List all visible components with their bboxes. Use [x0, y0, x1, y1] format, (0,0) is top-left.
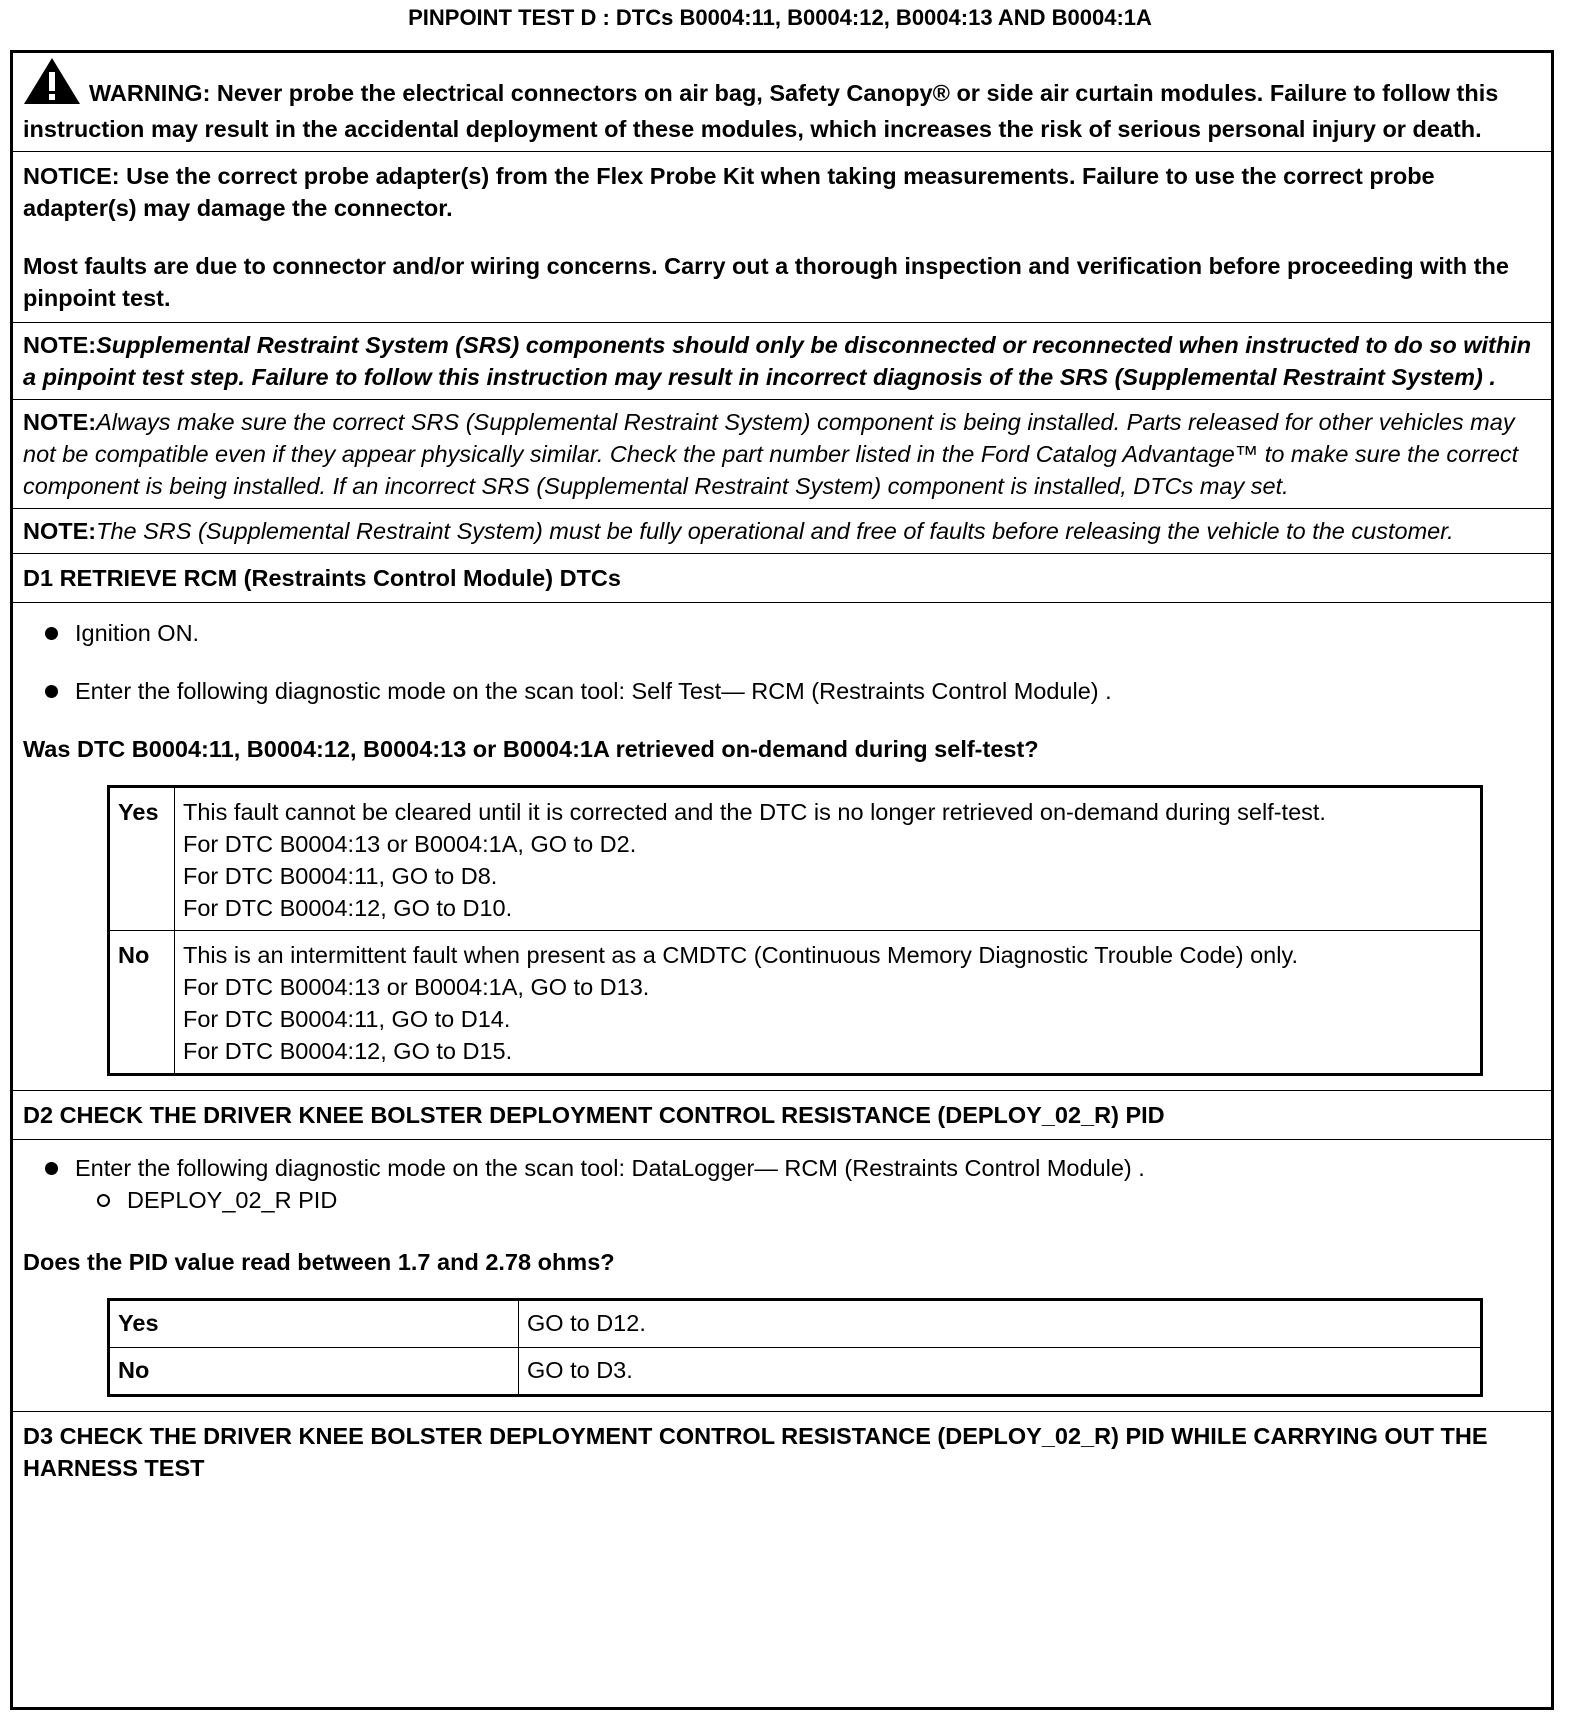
- no-result: GO to D3.: [519, 1348, 1482, 1396]
- list-item: Enter the following diagnostic mode on the scan tool: Self Test— RCM (Restraints Control Module) .: [23, 675, 1543, 707]
- note-label: NOTE:: [23, 409, 97, 435]
- sub-bullet-icon: [97, 1194, 110, 1207]
- step-d1-heading: D1 RETRIEVE RCM (Restraints Control Module) DTCs: [13, 553, 1551, 602]
- note-text: Always make sure the correct SRS (Supplemental Restraint System) component is being installed. Parts released for other vehicles may not be compatible even if they appear physically similar. Check the part number listed in the Ford Catalog Advantage™ to make sure the correct component is being installed. If an incorrect SRS (Supplemental Restraint System) component is installed, DTCs may set.: [23, 409, 1519, 499]
- table-row: [109, 787, 1482, 931]
- step-d1-question: Was DTC B0004:11, B0004:12, B0004:13 or B0004:1A retrieved on-demand during self-test?: [23, 736, 1039, 762]
- no-label: No: [109, 931, 175, 1075]
- note-label: NOTE:: [23, 332, 97, 358]
- step-d2-instructions: [23, 1152, 1543, 1216]
- bullet-icon: [45, 1162, 58, 1175]
- table-row: [109, 1300, 1482, 1348]
- yes-result: GO to D12.: [519, 1300, 1482, 1348]
- yes-label: Yes: [109, 787, 175, 931]
- table-row: [109, 931, 1482, 1075]
- step-d2-result-table: [107, 1298, 1483, 1397]
- note-label: NOTE:: [23, 518, 97, 544]
- step-d1-instructions: [23, 617, 1543, 707]
- no-label: No: [109, 1348, 519, 1396]
- no-result: This is an intermittent fault when present as a CMDTC (Continuous Memory Diagnostic Trouble Code) only. For DTC B0004:13 or B0004:1A, GO to D13. For DTC B0004:11, GO to D14. For DTC B0004:12, GO to D15.: [175, 931, 1482, 1075]
- warning-label: WARNING:: [89, 80, 211, 106]
- yes-result: This fault cannot be cleared until it is corrected and the DTC is no longer retrieved on-demand during self-test. For DTC B0004:13 or B0004:1A, GO to D2. For DTC B0004:11, GO to D8. For DTC B0004:12, GO to D10.: [175, 787, 1482, 931]
- note-fully-operational: [13, 508, 1551, 553]
- step-d3-heading: D3 CHECK THE DRIVER KNEE BOLSTER DEPLOYMENT CONTROL RESISTANCE (DEPLOY_02_R) PID WHILE CARRYING OUT THE HARNESS TEST: [13, 1411, 1551, 1492]
- notice-text: NOTICE: Use the correct probe adapter(s) from the Flex Probe Kit when taking measurements. Failure to use the correct probe adapter(s) may damage the connector.: [23, 163, 1435, 221]
- list-item: Enter the following diagnostic mode on the scan tool: DataLogger— RCM (Restraints Control Module) . DEPLOY_02_R PID: [23, 1152, 1543, 1216]
- step-d2-question: Does the PID value read between 1.7 and 2.78 ohms?: [23, 1249, 615, 1275]
- pinpoint-test-frame: [10, 50, 1554, 1710]
- warning-text: Never probe the electrical connectors on air bag, Safety Canopy® or side air curtain modules. Failure to follow this instruction may result in the accidental deployment of these modules, which increases the risk of serious personal injury or death.: [23, 80, 1499, 142]
- bullet-icon: [45, 685, 58, 698]
- table-row: [109, 1348, 1482, 1396]
- step-d2-heading: D2 CHECK THE DRIVER KNEE BOLSTER DEPLOYMENT CONTROL RESISTANCE (DEPLOY_02_R) PID: [13, 1090, 1551, 1139]
- step-d1-result-table: [107, 785, 1483, 1076]
- step-d2-subitems: [23, 1184, 1543, 1216]
- note-text: Supplemental Restraint System (SRS) components should only be disconnected or reconnected when instructed to do so within a pinpoint test step. Failure to follow this instruction may result in incorrect diagnosis of the SRS (Supplemental Restraint System) .: [23, 332, 1532, 390]
- notice-section: [13, 151, 1551, 322]
- step-d1-body: [13, 602, 1551, 1090]
- note-srs-disconnect: [13, 322, 1551, 399]
- page-title: PINPOINT TEST D : DTCs B0004:11, B0004:12, B0004:13 AND B0004:1A: [408, 5, 1152, 30]
- list-item: DEPLOY_02_R PID: [23, 1184, 1543, 1216]
- notice-inspection-text: Most faults are due to connector and/or wiring concerns. Carry out a thorough inspection and verification before proceeding with the pinpoint test.: [23, 253, 1509, 311]
- list-item: Ignition ON.: [23, 617, 1543, 649]
- warning-triangle-icon: [23, 57, 81, 113]
- yes-label: Yes: [109, 1300, 519, 1348]
- note-text: The SRS (Supplemental Restraint System) must be fully operational and free of faults before releasing the vehicle to the customer.: [96, 518, 1454, 544]
- bullet-icon: [45, 627, 58, 640]
- note-correct-component: [13, 399, 1551, 508]
- step-d2-body: [13, 1139, 1551, 1411]
- warning-section: [13, 53, 1551, 151]
